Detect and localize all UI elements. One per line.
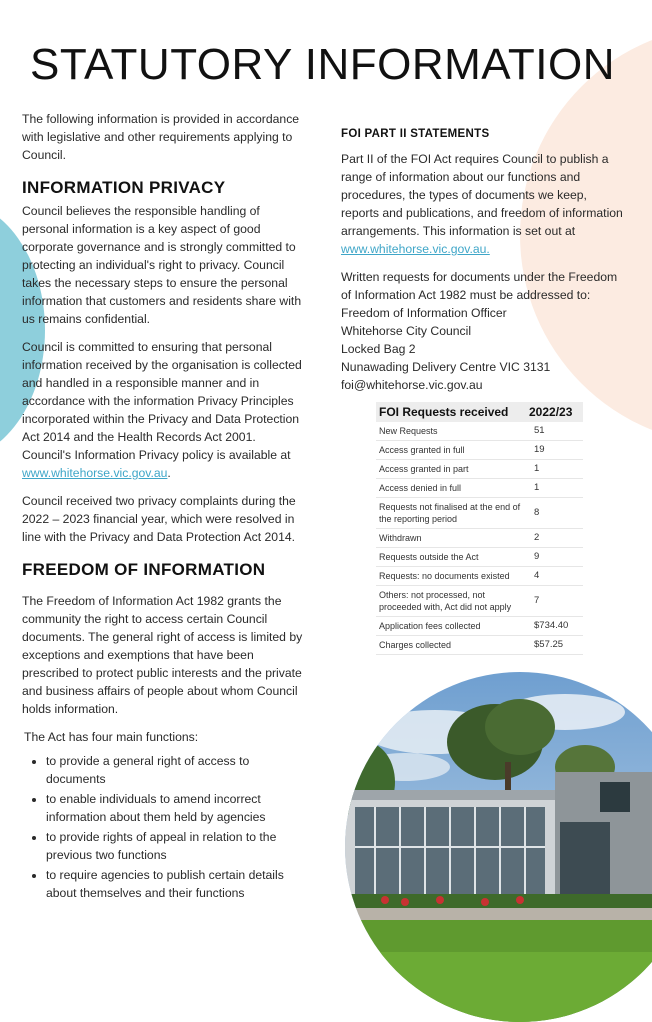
row-label: Application fees collected [376, 617, 526, 636]
foi-function-item: • to require agencies to publish certain details about themselves and their functions [46, 866, 307, 902]
privacy-heading: INFORMATION PRIVACY [22, 178, 226, 197]
foi-requests-table [376, 402, 583, 655]
row-value: 2 [526, 529, 583, 548]
table-row [376, 529, 583, 548]
table-row [376, 460, 583, 479]
privacy-paragraph-2-text: Council is committed to ensuring that personal information received by the organisation is collected and handled in a responsible manner and in accordance with the information Privacy Principles incorporated within the Privacy and Data Protection Act 2014 and the Health Records Act 2001. Council's Information Privacy policy is available at [22, 340, 302, 462]
foi-functions-list [22, 752, 307, 902]
foi-paragraph-1: The Freedom of Information Act 1982 grants the community the right to access certain Council documents. The general right of access is limited by exceptions and exemptions that have been prescribed to protect public interests and the private and business affairs of people about whom Council holds information. [22, 594, 303, 716]
council-building-photo [345, 672, 652, 1022]
page-title: STATUTORY INFORMATION [30, 40, 615, 89]
table-header-label: FOI Requests received [376, 402, 526, 422]
privacy-paragraph-1: Council believes the responsible handling of personal information is a key aspect of good corporate governance and is strongly committed to protecting an individual's right to privacy. Council takes the necessary steps to ensure the personal information that customers and residents share with us remains confidential. [22, 204, 302, 326]
table-row [376, 548, 583, 567]
right-column [341, 128, 626, 404]
row-label: Access granted in full [376, 441, 526, 460]
table-header-year: 2022/23 [526, 402, 583, 422]
foi-email: foi@whitehorse.vic.gov.au [341, 378, 483, 392]
row-label: New Requests [376, 422, 526, 441]
address-line: Nunawading Delivery Centre VIC 3131 [341, 360, 551, 374]
table-header-row [376, 402, 583, 422]
table-row [376, 567, 583, 586]
privacy-paragraph-2 [22, 338, 307, 482]
table-row [376, 586, 583, 617]
part2-paragraph-1 [341, 150, 626, 258]
left-column [22, 110, 307, 904]
row-label: Requests: no documents existed [376, 567, 526, 586]
part2-paragraph-1-text: Part II of the FOI Act requires Council to publish a range of information about our functions and procedures, the types of documents we keep, reports and publications, and freedom of information arrangements. This information is set out at [341, 152, 623, 238]
part2-paragraph-2: Written requests for documents under the Freedom of Information Act 1982 must be addressed to: [341, 270, 618, 302]
row-value: 19 [526, 441, 583, 460]
address-line: Locked Bag 2 [341, 342, 416, 356]
table-row [376, 636, 583, 655]
foi-function-item: • to provide rights of appeal in relation to the previous two functions [46, 828, 307, 864]
table-row [376, 479, 583, 498]
row-value: 4 [526, 567, 583, 586]
table-row [376, 617, 583, 636]
foi-heading: FREEDOM OF INFORMATION [22, 560, 266, 579]
row-label: Requests not finalised at the end of the reporting period [376, 498, 526, 529]
row-value: 8 [526, 498, 583, 529]
address-line: Freedom of Information Officer [341, 306, 507, 320]
privacy-paragraph-2-end: . [167, 466, 171, 480]
privacy-paragraph-3: Council received two privacy complaints during the 2022 – 2023 financial year, which were resolved in line with the Privacy and Data Protection Act 2014. [22, 494, 296, 544]
privacy-policy-link[interactable]: www.whitehorse.vic.gov.au [22, 466, 168, 480]
row-value: 1 [526, 479, 583, 498]
building-illustration [345, 672, 652, 1022]
row-value: 51 [526, 422, 583, 441]
foi-function-item: • to enable individuals to amend incorrect information about them held by agencies [46, 790, 307, 826]
table-row [376, 498, 583, 529]
row-value: 9 [526, 548, 583, 567]
table-row [376, 441, 583, 460]
row-label: Charges collected [376, 636, 526, 655]
row-label: Requests outside the Act [376, 548, 526, 567]
foi-function-item: • to provide a general right of access to documents [46, 752, 307, 788]
part2-website-link[interactable]: www.whitehorse.vic.gov.au. [341, 242, 490, 256]
row-value: 1 [526, 460, 583, 479]
row-label: Access denied in full [376, 479, 526, 498]
row-value: $57.25 [526, 636, 583, 655]
table-row [376, 422, 583, 441]
row-value: 7 [526, 586, 583, 617]
foi-functions-intro: The Act has four main functions: [24, 730, 199, 744]
foi-part2-heading: FOI PART II STATEMENTS [341, 128, 490, 140]
row-label: Access granted in part [376, 460, 526, 479]
address-line: Whitehorse City Council [341, 324, 472, 338]
row-label: Others: not processed, not proceeded with, Act did not apply [376, 586, 526, 617]
row-value: $734.40 [526, 617, 583, 636]
intro-paragraph: The following information is provided in accordance with legislative and other requirements applying to Council. [22, 112, 300, 162]
row-label: Withdrawn [376, 529, 526, 548]
foi-address-block [341, 304, 626, 394]
